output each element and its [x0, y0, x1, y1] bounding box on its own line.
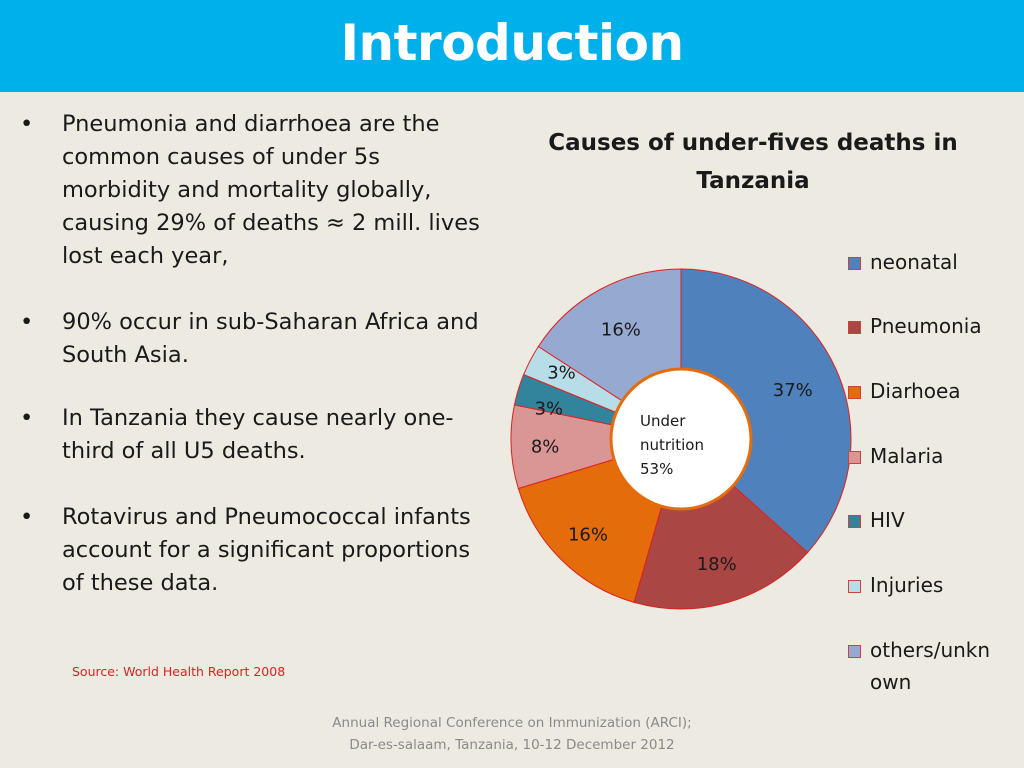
legend-label-line: others/unkn [870, 638, 991, 662]
legend-label [870, 375, 1020, 407]
pie-data-label: 3% [547, 362, 576, 384]
legend-swatch [848, 386, 861, 399]
bullet-marker: • [20, 405, 34, 431]
legend-label-line: Injuries [870, 573, 944, 597]
legend-label [870, 310, 1020, 342]
pie-data-label: 16% [600, 319, 641, 341]
slide-title: Introduction [340, 14, 684, 72]
legend-swatch [848, 515, 861, 528]
source-note: Source: World Health Report 2008 [72, 664, 286, 679]
legend-label-line: Malaria [870, 444, 944, 468]
legend-label-line: Pneumonia [870, 314, 982, 338]
chart-title-line: Tanzania [696, 168, 810, 194]
bullet-text: Pneumonia and diarrhoea are the common causes of under 5s morbidity and mortality globally, causing 29% of deaths ≈ 2 mill. lives lost each year, [62, 111, 480, 269]
legend-label [870, 634, 1020, 698]
legend-swatch [848, 321, 861, 334]
legend-label [870, 440, 1020, 472]
bullet-marker: • [20, 309, 34, 335]
legend-swatch [848, 645, 861, 658]
legend-swatch [848, 580, 861, 593]
pie-data-label: 16% [567, 524, 609, 546]
bullet-text: 90% occur in sub-Saharan Africa and South Asia. [62, 309, 479, 368]
legend-label-line: neonatal [870, 250, 958, 274]
legend-label [870, 569, 1020, 601]
bullet-text: Rotavirus and Pneumococcal infants account for a significant proportions of these data. [62, 504, 471, 596]
chart-title-line: Causes of under-fives deaths in [548, 130, 958, 156]
legend-label [870, 504, 1020, 536]
footer [0, 712, 1024, 756]
center-label-line: nutrition [640, 436, 704, 454]
legend-label-line: own [870, 670, 912, 694]
legend-label-line: HIV [870, 508, 905, 532]
legend-swatch [848, 451, 861, 464]
pie-data-label: 8% [530, 436, 560, 458]
legend-label [870, 246, 1020, 278]
bullet-marker: • [20, 504, 34, 530]
legend-label-line: Diarhoea [870, 379, 961, 403]
footer-line: Annual Regional Conference on Immunization (ARCI); [332, 715, 692, 731]
pie-data-label: 3% [534, 398, 564, 420]
legend-swatch [848, 257, 861, 270]
pie-data-label: 37% [772, 380, 813, 402]
footer-line: Dar-es-salaam, Tanzania, 10-12 December 2012 [349, 737, 675, 753]
bullet-marker: • [20, 111, 34, 137]
pie-data-label: 18% [696, 554, 737, 576]
bullet-text: In Tanzania they cause nearly one-third of all U5 deaths. [62, 405, 454, 464]
center-label-line: 53% [640, 460, 674, 478]
center-label-line: Under [640, 412, 686, 430]
